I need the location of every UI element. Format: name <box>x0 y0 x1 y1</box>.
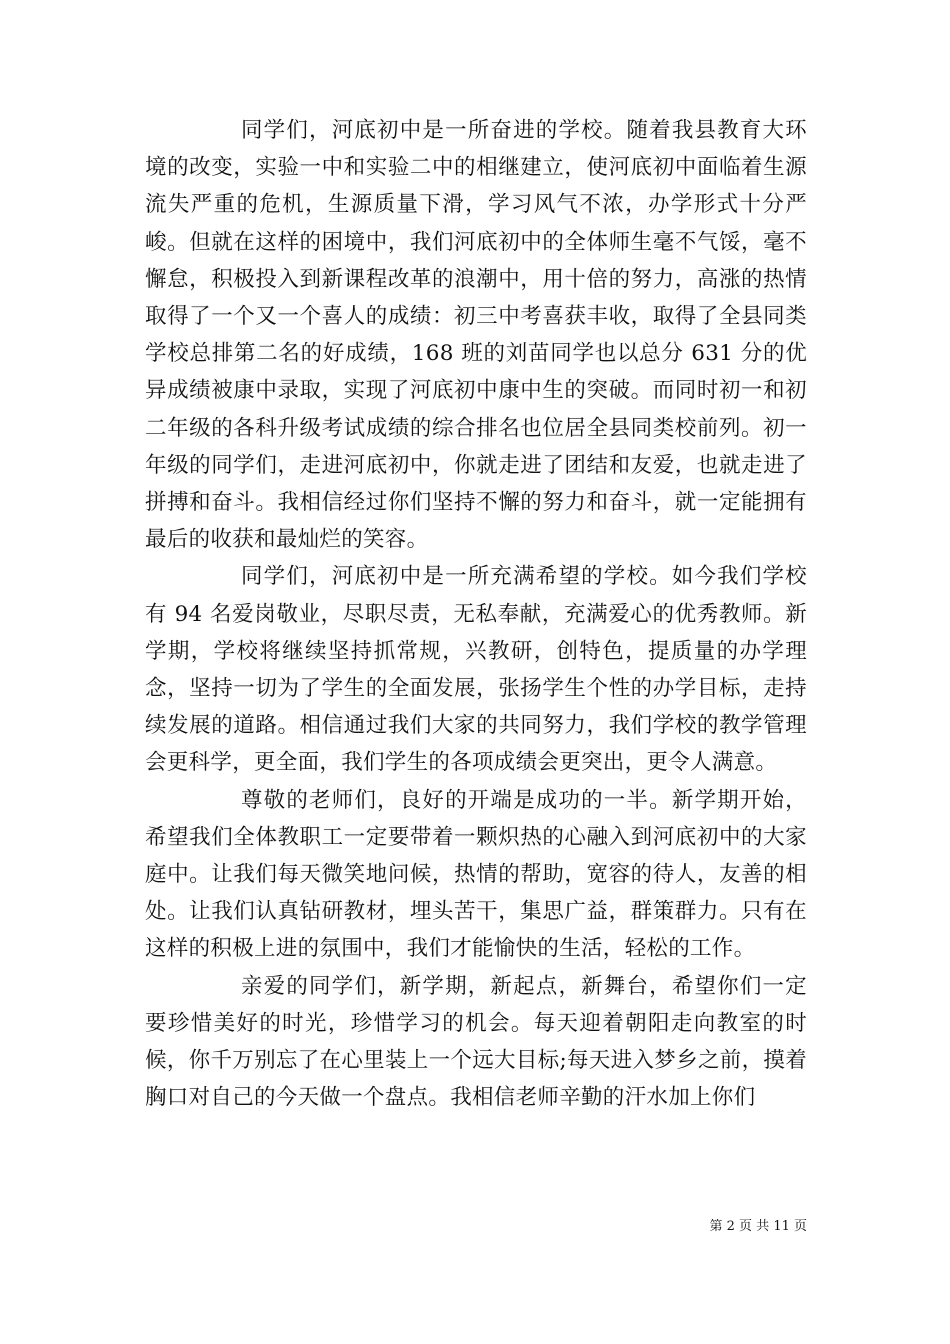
paragraph-4: 亲爱的同学们，新学期，新起点，新舞台，希望你们一定要珍惜美好的时光，珍惜学习的机会。每天迎着朝阳走向教室的时候，你千万别忘了在心里装上一个远大目标;每天进入梦乡之前，摸着胸口对自己的今天做一个盘点。我相信老师辛勤的汗水加上你们 <box>145 973 807 1111</box>
paragraph-3: 尊敬的老师们，良好的开端是成功的一半。新学期开始，希望我们全体教职工一定要带着一颗炽热的心融入到河底初中的大家庭中。让我们每天微笑地问候，热情的帮助，宽容的待人，友善的相处。让我们认真钻研教材，埋头苦干，集思广益，群策群力。只有在这样的积极上进的氛围中，我们才能愉快的生活，轻松的工作。 <box>145 787 807 962</box>
document-body <box>145 112 807 1116</box>
paragraph-1: 同学们，河底初中是一所奋进的学校。随着我县教育大环境的改变，实验一中和实验二中的相继建立，使河底初中面临着生源流失严重的危机，生源质量下滑，学习风气不浓，办学形式十分严峻。但就在这样的困境中，我们河底初中的全体师生毫不气馁，毫不懈怠，积极投入到新课程改革的浪潮中，用十倍的努力，高涨的热情取得了一个又一个喜人的成绩：初三中考喜获丰收，取得了全县同类学校总排第二名的好成绩，168 班的刘苗同学也以总分 631 分的优异成绩被康中录取，实现了河底初中康中生的突破。而同时初一和初二年级的各科升级考试成绩的综合排名也位居全县同类校前列。初一年级的同学们，走进河底初中，你就走进了团结和友爱，也就走进了拼搏和奋斗。我相信经过你们坚持不懈的努力和奋斗，就一定能拥有最后的收获和最灿烂的笑容。 <box>145 118 807 553</box>
page-number-footer: 第 2 页 共 11 页 <box>709 1219 807 1234</box>
paragraph-2: 同学们，河底初中是一所充满希望的学校。如今我们学校有 94 名爱岗敬业，尽职尽责，无私奉献，充满爱心的优秀教师。新学期，学校将继续坚持抓常规，兴教研，创特色，提质量的办学理念，坚持一切为了学生的全面发展，张扬学生个性的办学目标，走持续发展的道路。相信通过我们大家的共同努力，我们学校的教学管理会更科学，更全面，我们学生的各项成绩会更突出，更令人满意。 <box>145 564 807 776</box>
